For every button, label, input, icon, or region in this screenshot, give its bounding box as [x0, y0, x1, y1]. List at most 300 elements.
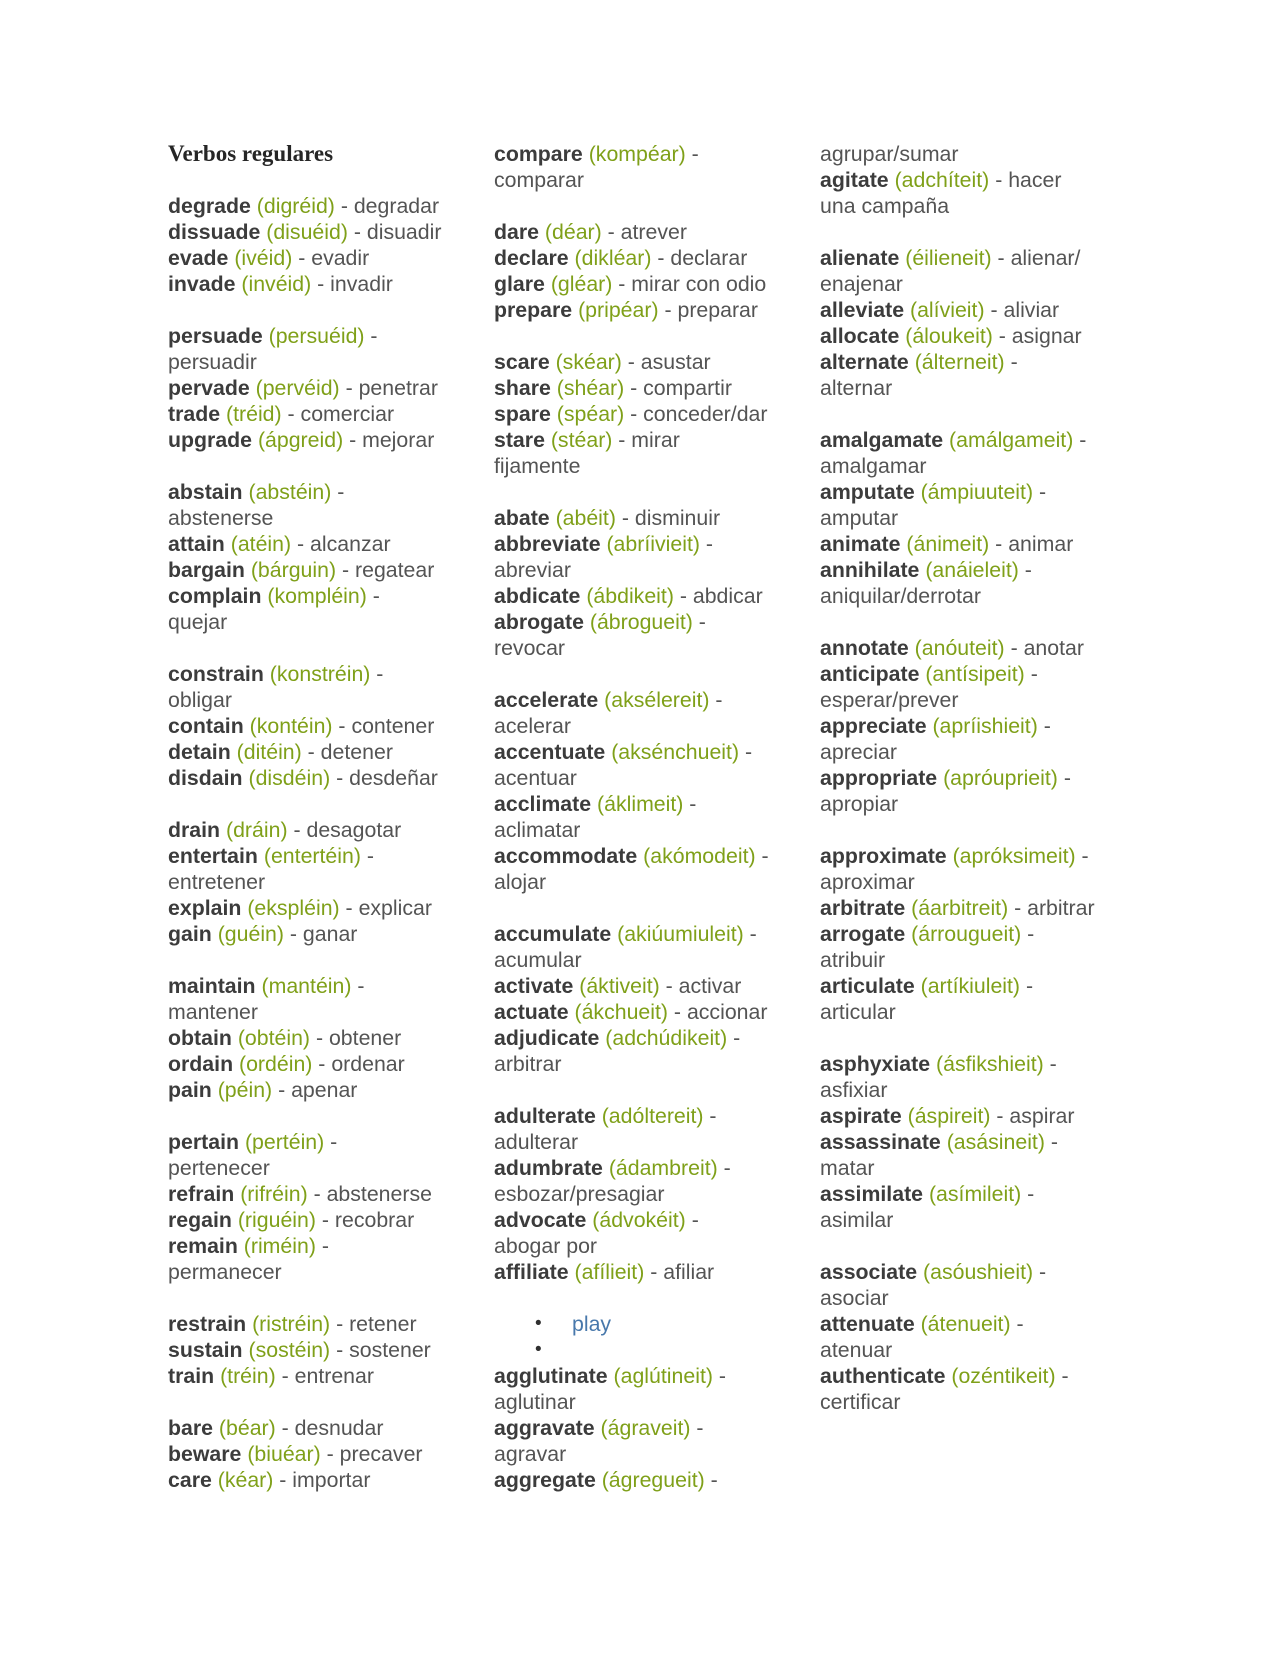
verb-en: approximate — [820, 844, 947, 868]
verb-entry — [820, 635, 1095, 661]
verb-en: share — [494, 376, 551, 400]
verb-entry — [494, 505, 769, 531]
verb-entry — [168, 713, 443, 739]
entry-group — [820, 1259, 1095, 1415]
verb-pronunciation: (pripéar) — [578, 298, 659, 322]
verb-translation: - pertenecer — [168, 1130, 338, 1180]
verb-translation: - asfixiar — [820, 1052, 1057, 1102]
column-3 — [820, 141, 1095, 1415]
verb-entry — [820, 1129, 1095, 1181]
verb-en: remain — [168, 1234, 238, 1258]
verb-translation: - degradar — [334, 194, 440, 218]
entry-group — [168, 973, 443, 1103]
verb-translation: - apropiar — [820, 766, 1071, 816]
verb-translation: - arbitrar — [494, 1026, 741, 1076]
verb-en: ordain — [168, 1052, 234, 1076]
verb-pronunciation: (asásineit) — [946, 1130, 1045, 1154]
verb-en: invade — [168, 272, 236, 296]
verb-pronunciation: (anóuteit) — [914, 636, 1005, 660]
page-title: Verbos regulares — [168, 141, 334, 166]
verb-pronunciation: (adóltereit) — [601, 1104, 704, 1128]
verb-pronunciation: (stéar) — [550, 428, 613, 452]
verb-entry — [168, 1129, 443, 1181]
entry-group — [168, 661, 443, 791]
verb-translation: - aspirar — [990, 1104, 1075, 1128]
verb-entry — [494, 1259, 769, 1285]
verb-translation: - afiliar — [644, 1260, 715, 1284]
verb-entry — [494, 1363, 769, 1415]
verb-pronunciation: (áloukeit) — [905, 324, 993, 348]
verb-en: refrain — [168, 1182, 235, 1206]
verb-entry — [494, 1025, 769, 1077]
verb-entry — [494, 245, 769, 271]
verb-en: annihilate — [820, 558, 920, 582]
verb-en: abrogate — [494, 610, 584, 634]
verb-entry — [168, 1337, 443, 1363]
verb-pronunciation: (ádvokéit) — [592, 1208, 686, 1232]
verb-entry — [820, 1103, 1095, 1129]
verb-entry — [820, 713, 1095, 765]
verb-pronunciation: (éilieneit) — [905, 246, 992, 270]
verb-pronunciation: (dikléar) — [574, 246, 652, 270]
verb-pronunciation: (pertéin) — [244, 1130, 325, 1154]
verb-translation: - evadir — [292, 246, 370, 270]
verb-entry — [820, 167, 1095, 219]
verb-translation: - desnudar — [275, 1416, 384, 1440]
entry-group — [168, 193, 443, 297]
verb-translation: - conceder/​dar — [624, 402, 768, 426]
verb-entry — [168, 271, 443, 297]
verb-en: annotate — [820, 636, 909, 660]
entry-group — [820, 635, 1095, 817]
verb-pronunciation: (apríishieit) — [932, 714, 1038, 738]
verb-entry — [494, 843, 769, 895]
entry-group — [168, 1415, 443, 1493]
verb-en: spare — [494, 402, 551, 426]
verb-en: restrain — [168, 1312, 247, 1336]
verb-en: aggregate — [494, 1468, 596, 1492]
verb-en: authenticate — [820, 1364, 946, 1388]
verb-entry — [168, 973, 443, 1025]
verb-pronunciation: (riguéin) — [237, 1208, 316, 1232]
verb-translation: - aniquilar/​derrotar — [820, 558, 1032, 608]
verb-en: stare — [494, 428, 545, 452]
entry-group — [494, 349, 769, 479]
entry-group — [494, 219, 769, 323]
verb-en: arrogate — [820, 922, 906, 946]
verb-entry — [820, 1311, 1095, 1363]
verb-entry — [820, 661, 1095, 713]
verb-translation: - amputar — [820, 480, 1047, 530]
verb-translation: - ordenar — [312, 1052, 405, 1076]
verb-pronunciation: (biuéar) — [247, 1442, 321, 1466]
verb-entry — [494, 921, 769, 973]
verb-entry — [820, 1051, 1095, 1103]
verb-en: complain — [168, 584, 262, 608]
verb-en: detain — [168, 740, 231, 764]
verb-en: compare — [494, 142, 583, 166]
verb-entry — [494, 1103, 769, 1155]
verb-en: persuade — [168, 324, 263, 348]
verb-entry — [168, 921, 443, 947]
verb-entry — [168, 843, 443, 895]
verb-entry — [494, 401, 769, 427]
verb-entry — [820, 427, 1095, 479]
verb-entry — [494, 791, 769, 843]
verb-pronunciation: (ámpiuuteit) — [920, 480, 1034, 504]
verb-pronunciation: (artíkiuleit) — [920, 974, 1021, 998]
verb-translation: - sostener — [330, 1338, 431, 1362]
verb-pronunciation: (asóushieit) — [923, 1260, 1034, 1284]
verb-en: arbitrate — [820, 896, 906, 920]
verb-pronunciation: (bárguin) — [250, 558, 337, 582]
verb-translation: - contener — [332, 714, 435, 738]
verb-en: abdicate — [494, 584, 581, 608]
verb-pronunciation: (shéar) — [556, 376, 625, 400]
verb-pronunciation: (ábrogueit) — [589, 610, 693, 634]
verb-pronunciation: (ásfikshieit) — [936, 1052, 1044, 1076]
verb-translation: - abreviar — [494, 532, 713, 582]
verb-entry — [168, 1207, 443, 1233]
entry-group — [494, 141, 769, 193]
verb-translation: - compartir — [624, 376, 732, 400]
verb-translation: - aliviar — [984, 298, 1060, 322]
verb-pronunciation: (kéar) — [217, 1468, 274, 1492]
verb-en: pervade — [168, 376, 250, 400]
verb-entry — [168, 1363, 443, 1389]
verb-translation: - hacer una campaña — [820, 168, 1062, 218]
verb-translation: - declarar — [651, 246, 748, 270]
verb-en: actuate — [494, 1000, 569, 1024]
verb-entry — [494, 687, 769, 739]
verb-translation: - alojar — [494, 844, 769, 894]
column-1 — [168, 141, 443, 1493]
verb-en: advocate — [494, 1208, 587, 1232]
verb-en: upgrade — [168, 428, 253, 452]
verb-en: attenuate — [820, 1312, 915, 1336]
verb-en: explain — [168, 896, 242, 920]
verb-translation: - regatear — [336, 558, 435, 582]
verb-entry — [494, 1415, 769, 1467]
verb-en: degrade — [168, 194, 251, 218]
verb-entry — [820, 297, 1095, 323]
verb-entry — [168, 375, 443, 401]
verb-translation: - — [704, 1468, 718, 1492]
verb-en: abate — [494, 506, 550, 530]
verb-translation: - atribuir — [820, 922, 1035, 972]
verb-translation: - accionar — [668, 1000, 768, 1024]
verb-translation: - permanecer — [168, 1234, 329, 1284]
verb-entry — [820, 349, 1095, 401]
verb-entry — [494, 375, 769, 401]
verb-en: alienate — [820, 246, 900, 270]
verb-translation: - penetrar — [339, 376, 438, 400]
verb-entry — [820, 1181, 1095, 1233]
verb-en: regain — [168, 1208, 232, 1232]
verb-en: assimilate — [820, 1182, 924, 1206]
verb-pronunciation: (digréid) — [256, 194, 335, 218]
verb-pronunciation: (afílieit) — [574, 1260, 645, 1284]
verb-translation: - recobrar — [315, 1208, 415, 1232]
verb-entry — [494, 141, 769, 193]
verb-en: appreciate — [820, 714, 927, 738]
verb-entry — [494, 271, 769, 297]
verb-translation: - agravar — [494, 1416, 704, 1466]
verb-pronunciation: (áktiveit) — [579, 974, 660, 998]
verb-en: pain — [168, 1078, 212, 1102]
verb-pronunciation: (ágraveit) — [600, 1416, 691, 1440]
verb-translation: - mantener — [168, 974, 365, 1024]
verb-en: agglutinate — [494, 1364, 608, 1388]
verb-entry — [168, 1051, 443, 1077]
verb-pronunciation: (akiúumiuleit) — [617, 922, 744, 946]
verb-pronunciation: (entertéin) — [263, 844, 361, 868]
verb-translation: - asimilar — [820, 1182, 1035, 1232]
verb-pronunciation: (áspireit) — [907, 1104, 991, 1128]
verb-translation: - explicar — [339, 896, 432, 920]
verb-pronunciation: (disdéin) — [248, 766, 331, 790]
verb-pronunciation: (antísipeit) — [925, 662, 1025, 686]
verb-en: adjudicate — [494, 1026, 600, 1050]
verb-pronunciation: (ristréin) — [252, 1312, 331, 1336]
verb-translation: - apreciar — [820, 714, 1051, 764]
verb-pronunciation: (ordéin) — [239, 1052, 313, 1076]
verb-entry — [820, 973, 1095, 1025]
verb-pronunciation: (apróuprieit) — [943, 766, 1058, 790]
verb-translation: - matar — [820, 1130, 1058, 1180]
verb-en: obtain — [168, 1026, 232, 1050]
verb-pronunciation: (ozéntikeit) — [951, 1364, 1056, 1388]
verb-entry — [168, 1181, 443, 1207]
verb-pronunciation: (skéar) — [555, 350, 622, 374]
verb-en: abstain — [168, 480, 243, 504]
verb-entry — [494, 219, 769, 245]
verb-en: abbreviate — [494, 532, 601, 556]
verb-translation: - mirar fijamente — [494, 428, 680, 478]
bullet-item — [494, 1311, 769, 1337]
verb-translation: - obtener — [310, 1026, 402, 1050]
verb-en: care — [168, 1468, 212, 1492]
verb-pronunciation: (abríivieit) — [606, 532, 700, 556]
entry-group — [168, 817, 443, 947]
verb-pronunciation: (áarbitreit) — [911, 896, 1009, 920]
verb-pronunciation: (ivéid) — [234, 246, 293, 270]
verb-entry — [168, 557, 443, 583]
verb-translation: - disminuir — [615, 506, 721, 530]
verb-en: adulterate — [494, 1104, 596, 1128]
verb-translation: - articular — [820, 974, 1034, 1024]
verb-translation: - acentuar — [494, 740, 753, 790]
verb-en: contain — [168, 714, 244, 738]
verb-translation: - desagotar — [287, 818, 402, 842]
verb-translation: - certificar — [820, 1364, 1069, 1414]
verb-entry — [168, 245, 443, 271]
verb-translation: - alienar/​enajenar — [820, 246, 1081, 296]
verb-entry — [494, 973, 769, 999]
verb-entry — [494, 427, 769, 479]
verb-translation: - entretener — [168, 844, 374, 894]
verb-translation: - activar — [659, 974, 742, 998]
verb-pronunciation: (pervéid) — [255, 376, 340, 400]
verb-en: disdain — [168, 766, 243, 790]
verb-translation: - adulterar — [494, 1104, 717, 1154]
verb-en: bare — [168, 1416, 213, 1440]
verb-en: aspirate — [820, 1104, 902, 1128]
verb-en: sustain — [168, 1338, 243, 1362]
verb-en: agitate — [820, 168, 889, 192]
verb-en: appropriate — [820, 766, 938, 790]
verb-pronunciation: (tréin) — [220, 1364, 276, 1388]
verb-entry — [168, 583, 443, 635]
column-2 — [494, 141, 769, 1493]
verb-en: dare — [494, 220, 539, 244]
verb-entry — [494, 583, 769, 609]
verb-en: attain — [168, 532, 225, 556]
verb-pronunciation: (adchúdikeit) — [605, 1026, 728, 1050]
verb-pronunciation: (átenueit) — [920, 1312, 1011, 1336]
verb-en: affiliate — [494, 1260, 569, 1284]
verb-translation: - amalgamar — [820, 428, 1087, 478]
verb-pronunciation: (gléar) — [550, 272, 613, 296]
entry-group — [820, 843, 1095, 1025]
verb-pronunciation: (invéid) — [241, 272, 312, 296]
verb-translation: - quejar — [168, 584, 380, 634]
entry-group — [820, 1051, 1095, 1233]
verb-translation: - invadir — [311, 272, 393, 296]
entry-group — [494, 505, 769, 661]
verb-translation: - acumular — [494, 922, 757, 972]
entry-group — [168, 323, 443, 453]
entry-group — [494, 1363, 769, 1493]
verb-translation: - entrenar — [275, 1364, 374, 1388]
verb-entry — [168, 427, 443, 453]
verb-en: trade — [168, 402, 221, 426]
verb-pronunciation: (disuéid) — [266, 220, 348, 244]
verb-entry — [494, 297, 769, 323]
verb-translation: - asignar — [992, 324, 1082, 348]
verb-translation: - abstenerse — [168, 480, 345, 530]
verb-en: activate — [494, 974, 574, 998]
verb-entry — [820, 245, 1095, 297]
verb-translation: - mirar con odio — [612, 272, 767, 296]
verb-pronunciation: (déar) — [544, 220, 602, 244]
verb-entry — [820, 765, 1095, 817]
verb-translation: - animar — [989, 532, 1074, 556]
verb-translation: - asociar — [820, 1260, 1047, 1310]
verb-en: beware — [168, 1442, 242, 1466]
verb-entry — [168, 401, 443, 427]
verb-entry — [494, 1155, 769, 1207]
verb-translation: - aglutinar — [494, 1364, 726, 1414]
verb-en: accommodate — [494, 844, 638, 868]
verb-en: allocate — [820, 324, 900, 348]
column-3-body — [820, 141, 1095, 1415]
verb-translation: - anotar — [1004, 636, 1084, 660]
verb-pronunciation: (ágregueit) — [601, 1468, 705, 1492]
verb-pronunciation: (spéar) — [556, 402, 625, 426]
verb-translation: - retener — [330, 1312, 417, 1336]
verb-en: scare — [494, 350, 550, 374]
bullet-group — [494, 1311, 769, 1363]
verb-translation: - apenar — [272, 1078, 358, 1102]
verb-en: aggravate — [494, 1416, 595, 1440]
verb-entry — [168, 661, 443, 713]
verb-en: alternate — [820, 350, 909, 374]
verb-pronunciation: (ábdikeit) — [586, 584, 674, 608]
verb-pronunciation: (amálgameit) — [949, 428, 1074, 452]
verb-en: amalgamate — [820, 428, 944, 452]
verb-en: evade — [168, 246, 229, 270]
verb-entry — [168, 1467, 443, 1493]
verb-en: amputate — [820, 480, 915, 504]
verb-pronunciation: (asímileit) — [928, 1182, 1022, 1206]
verb-en: bargain — [168, 558, 245, 582]
verb-en: constrain — [168, 662, 264, 686]
verb-en: drain — [168, 818, 221, 842]
verb-en: maintain — [168, 974, 256, 998]
verb-translation: - esbozar/​presagiar — [494, 1156, 731, 1206]
verb-entry — [168, 1311, 443, 1337]
verb-translation: - abdicar — [673, 584, 763, 608]
verb-entry — [820, 921, 1095, 973]
verb-translation: - detener — [301, 740, 393, 764]
verb-pronunciation: (béar) — [218, 1416, 276, 1440]
verb-en: alleviate — [820, 298, 905, 322]
entry-group — [820, 141, 1095, 219]
verb-pronunciation: (abstéin) — [248, 480, 332, 504]
text-columns — [168, 141, 1280, 1493]
verb-pronunciation: (ánimeit) — [906, 532, 990, 556]
verb-translation: - preparar — [658, 298, 758, 322]
bullet-list — [494, 1311, 769, 1363]
verb-pronunciation: (árrougueit) — [911, 922, 1022, 946]
verb-pronunciation: (anáieleit) — [925, 558, 1019, 582]
entry-group — [820, 245, 1095, 401]
verb-entry — [168, 895, 443, 921]
verb-translation: - importar — [273, 1468, 371, 1492]
verb-pronunciation: (áklimeit) — [597, 792, 684, 816]
verb-entry — [494, 1467, 769, 1493]
verb-pronunciation: (alívieit) — [910, 298, 985, 322]
verb-translation: - mejorar — [343, 428, 435, 452]
verb-pronunciation: (guéin) — [217, 922, 284, 946]
verb-translation: - atrever — [601, 220, 687, 244]
verb-en: prepare — [494, 298, 573, 322]
verb-translation: - esperar/​prever — [820, 662, 1038, 712]
verb-entry — [820, 557, 1095, 609]
verb-translation: - atenuar — [820, 1312, 1024, 1362]
verb-translation: - abogar por — [494, 1208, 699, 1258]
verb-translation: - aproximar — [820, 844, 1089, 894]
verb-en: declare — [494, 246, 569, 270]
verb-entry — [494, 609, 769, 661]
verb-entry — [820, 843, 1095, 895]
verb-entry — [494, 739, 769, 791]
verb-pronunciation: (ekspléin) — [247, 896, 340, 920]
verb-translation: - aclimatar — [494, 792, 697, 842]
verb-pronunciation: (kontéin) — [249, 714, 333, 738]
verb-en: articulate — [820, 974, 915, 998]
verb-entry — [168, 531, 443, 557]
play-link[interactable]: play — [572, 1312, 612, 1336]
entry-group — [494, 687, 769, 895]
verb-entry — [820, 1363, 1095, 1415]
verb-pronunciation: (atéin) — [230, 532, 292, 556]
verb-pronunciation: (apróksimeit) — [952, 844, 1076, 868]
verb-pronunciation: (ákchueit) — [574, 1000, 669, 1024]
verb-en: accumulate — [494, 922, 612, 946]
verb-translation: - acelerar — [494, 688, 723, 738]
